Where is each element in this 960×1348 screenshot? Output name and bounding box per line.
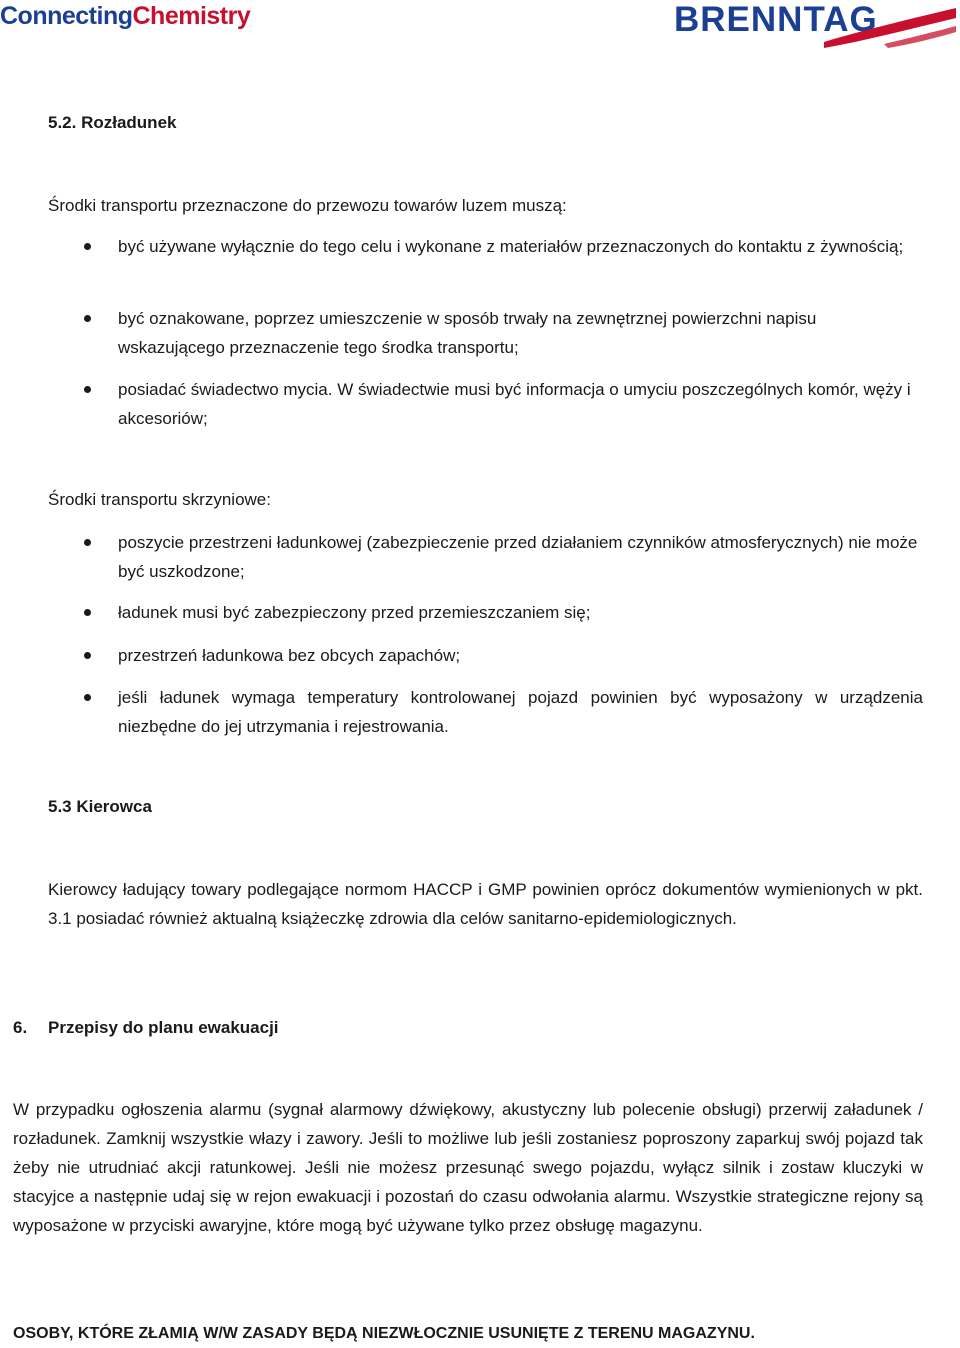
bullet-icon bbox=[84, 386, 91, 393]
bullet-icon bbox=[84, 315, 91, 322]
section-5-2-intro: Środki transportu przeznaczone do przewozu towarów luzem muszą: bbox=[48, 196, 567, 215]
list-item-text: być oznakowane, poprzez umieszczenie w sposób trwały na zewnętrznej powierzchni napisu wskazującego przeznaczenie tego środka transportu; bbox=[118, 309, 817, 357]
section-5-3-text: Kierowcy ładujący towary podlegające normom HACCP i GMP powinien oprócz dokumentów wymienionych w pkt. 3.1 posiadać również aktualną książeczkę zdrowia dla celów sanitarno-epidemiologicznych. bbox=[48, 880, 923, 928]
brenntag-logo-text: BRENNTAG bbox=[674, 0, 878, 39]
section-6-number: 6. bbox=[13, 1018, 28, 1037]
connecting-chemistry-logo bbox=[0, 2, 250, 31]
list-item-text: poszycie przestrzeni ładunkowej (zabezpieczenie przed działaniem czynników atmosferycznych) nie może być uszkodzone; bbox=[118, 533, 918, 581]
section-5-2-intro2: Środki transportu skrzyniowe: bbox=[48, 490, 271, 509]
bullet-icon bbox=[84, 609, 91, 616]
list-item-text: przestrzeń ładunkowa bez obcych zapachów; bbox=[118, 646, 461, 665]
list-item-text: jeśli ładunek wymaga temperatury kontrolowanej pojazd powinien być wyposażony w urządzenia niezbędne do jej utrzymania i rejestrowania. bbox=[118, 688, 923, 736]
list-item-text: ładunek musi być zabezpieczony przed przemieszczaniem się; bbox=[118, 603, 591, 622]
evacuation-warning: OSOBY, KTÓRE ZŁAMIĄ W/W ZASADY BĘDĄ NIEZWŁOCZNIE USUNIĘTE Z TERENU MAGAZYNU. bbox=[13, 1325, 755, 1342]
logo-connecting-text: Connecting bbox=[0, 2, 133, 30]
bullet-icon bbox=[84, 652, 91, 659]
bullet-icon bbox=[84, 694, 91, 701]
list-item-text: posiadać świadectwo mycia. W świadectwie musi być informacja o umyciu poszczególnych komór, węży i akcesoriów; bbox=[118, 380, 911, 428]
section-6-title: Przepisy do planu ewakuacji bbox=[48, 1018, 279, 1037]
brenntag-swoosh-icon bbox=[674, 0, 956, 60]
list-item-text: być używane wyłącznie do tego celu i wykonane z materiałów przeznaczonych do kontaktu z żywnością; bbox=[118, 237, 904, 256]
section-6-text: W przypadku ogłoszenia alarmu (sygnał alarmowy dźwiękowy, akustyczny lub polecenie obsługi) przerwij załadunek / rozładunek. Zamknij wszystkie włazy i zawory. Jeśli to możliwe lub jeśli zostaniesz poproszony zaparkuj swój pojazd tak żeby nie utrudniać akcji ratunkowej. Jeśli nie możesz przesunąć swego pojazdu, wyłącz silnik i zostaw kluczyki w stacyjce a następnie udaj się w rejon ewakuacji i pozostań do czasu odwołania alarmu. Wszystkie strategiczne rejony są wyposażone w przyciski awaryjne, które mogą być używane tylko przez obsługę magazynu. bbox=[13, 1100, 923, 1235]
bullet-icon bbox=[84, 243, 91, 250]
section-5-3-title: 5.3 Kierowca bbox=[48, 797, 152, 816]
logo-chemistry-text: Chemistry bbox=[132, 2, 251, 30]
bullet-icon bbox=[84, 539, 91, 546]
section-5-2-title: 5.2. Rozładunek bbox=[48, 113, 177, 132]
brenntag-logo bbox=[674, 0, 956, 60]
